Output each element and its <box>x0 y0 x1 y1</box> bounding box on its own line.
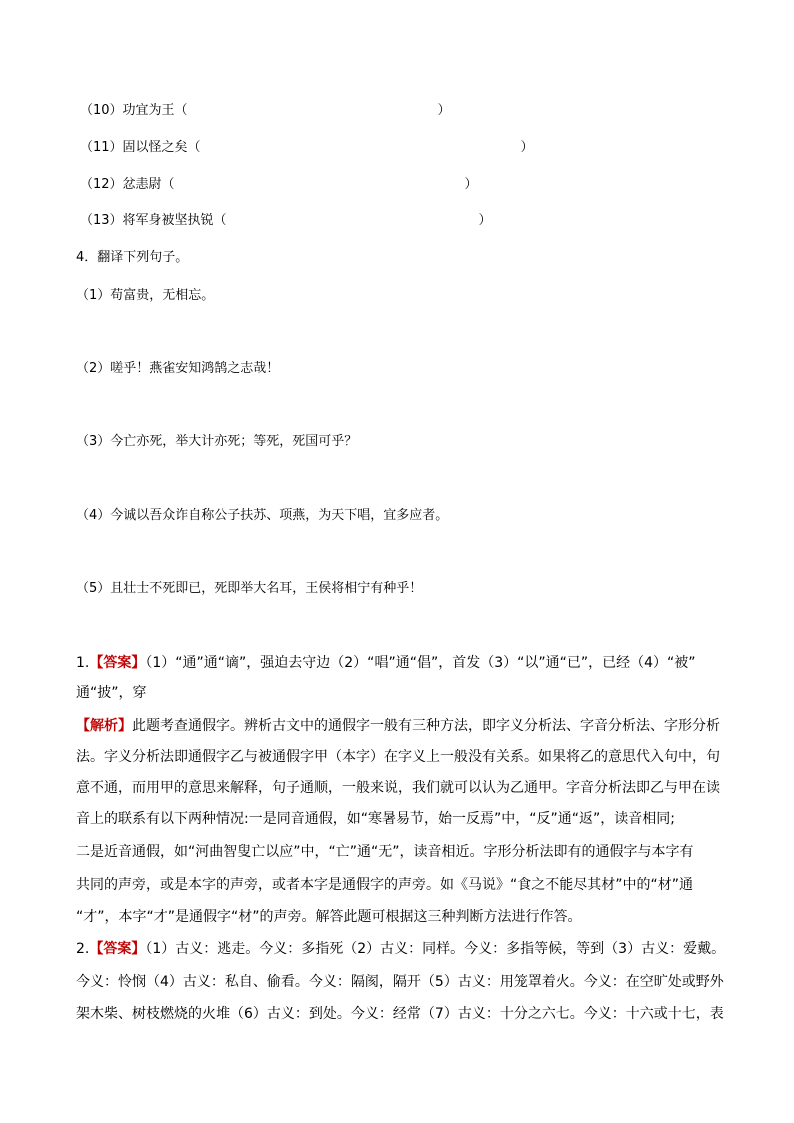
analysis-line-1 <box>76 717 720 735</box>
analysis-line-2: 法。字义分析法即通假字乙与被通假字甲（本字）在字义上一般没有关系。如果将乙的意思代入句中，句 <box>76 749 720 765</box>
analysis-line-6: 共同的声旁，或是本字的声旁，或者本字是通假字的声旁。如《马说》“食之不能尽其材”中的“材”通 <box>76 877 694 893</box>
fill-item-close: ） <box>520 140 534 155</box>
answer-text: （1）“通”通“谪”，强迫去守边（2）“唱”通“倡”，首发（3）“以”通“已”，已经（4）“被” <box>145 655 696 671</box>
analysis-tag: 【解析】 <box>76 718 132 734</box>
sentence-2: （2）嗟乎！燕雀安知鸿鹄之志哉！ <box>76 361 280 376</box>
answer-tag: 【答案】 <box>89 941 146 957</box>
answer-text: （1）古义：逃走。今义：多指死（2）古义：同样。今义：多指等候，等到（3）古义：爱戴。 <box>145 941 726 957</box>
fill-item-label: （12）忿恚尉（ <box>80 177 175 192</box>
fill-item-11 <box>80 139 534 157</box>
answer-number: 1. <box>76 655 90 671</box>
fill-item-10 <box>80 102 451 120</box>
fill-item-close: ） <box>478 213 492 228</box>
sentence-4: （4）今诚以吾众诈自称公子扶苏、项燕，为天下唱，宜多应者。 <box>76 508 449 523</box>
fill-item-label: （13）将军身被坚执锐（ <box>80 213 227 228</box>
answer-2-line-1 <box>76 940 725 958</box>
sentence-3: （3）今亡亦死，举大计亦死；等死，死国可乎？ <box>76 434 358 449</box>
answer-1-line-1 <box>76 654 696 672</box>
answer-tag: 【答案】 <box>89 655 146 671</box>
answer-2-line-3: 架木柴、树枝燃烧的火堆（6）古义：到处。今义：经常（7）古义：十分之六七。今义：十六或十七，表 <box>76 1006 724 1022</box>
answer-2-line-2: 今义：怜悯（4）古义：私自、偷看。今义：隔阂，隔开（5）古义：用笼罩着火。今义：在空旷处或野外 <box>76 974 724 990</box>
fill-item-13 <box>80 212 492 230</box>
analysis-line-7: “才”，本字“才”是通假字“材”的声旁。解答此题可根据这三种判断方法进行作答。 <box>76 909 582 925</box>
fill-item-label: （10）功宜为王（ <box>80 103 188 118</box>
fill-item-12 <box>80 176 478 194</box>
sentence-5: （5）且壮士不死即已，死即举大名耳，王侯将相宁有种乎！ <box>76 581 423 596</box>
answer-1-line-2: 通“披”，穿 <box>76 685 147 701</box>
fill-item-close: ） <box>437 103 451 118</box>
sentence-1: （1）苟富贵，无相忘。 <box>76 288 215 303</box>
analysis-line-3: 意不通，而用甲的意思来解释，句子通顺，一般来说，我们就可以认为乙通甲。字音分析法即乙与甲在读 <box>76 780 720 796</box>
analysis-line-5: 二是近音通假，如“河曲智叟亡以应”中，“亡”通“无”，读音相近。字形分析法即有的通假字与本字有 <box>76 844 694 860</box>
fill-item-label: （11）固以怪之矣（ <box>80 140 201 155</box>
question-4-title: 4．翻译下列句子。 <box>76 250 189 265</box>
analysis-text: 此题考查通假字。辨析古文中的通假字一般有三种方法，即字义分析法、字音分析法、字形分析 <box>132 718 720 734</box>
fill-item-close: ） <box>464 177 478 192</box>
answer-number: 2. <box>76 941 90 957</box>
analysis-line-4: 音上的联系有以下两种情况:一是同音通假，如“寒暑易节，始一反焉”中，“反”通“返”，读音相同; <box>76 811 675 827</box>
